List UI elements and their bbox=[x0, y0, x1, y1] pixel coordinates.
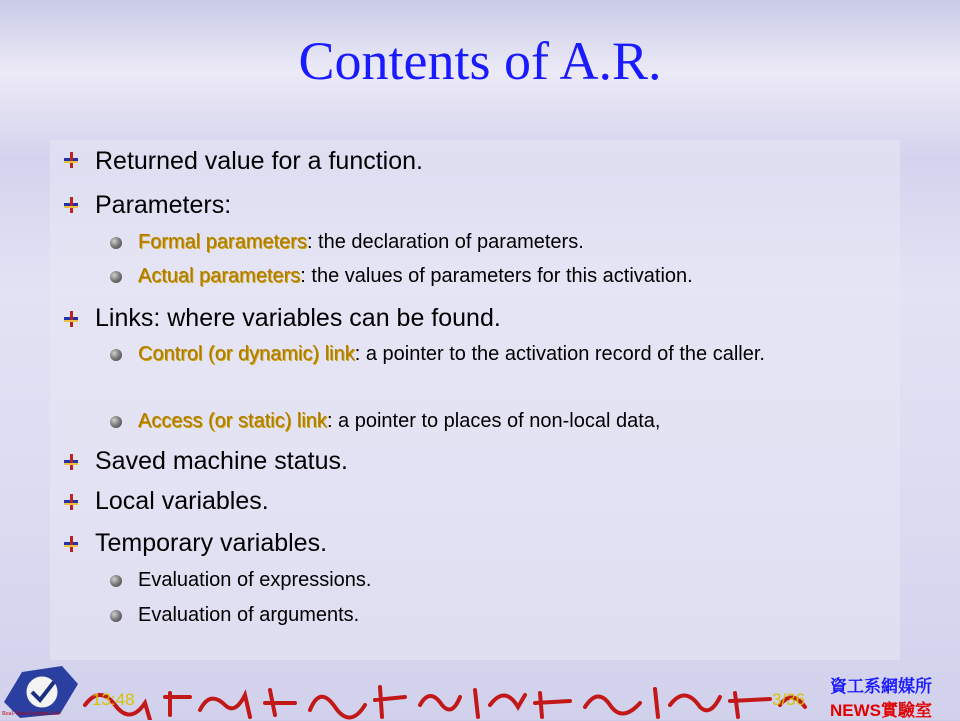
desc-access-link: : a pointer to places of non-local data, bbox=[326, 410, 661, 432]
footer-department: 資工系網媒所 bbox=[830, 677, 932, 696]
desc-control-link: : a pointer to the activation record of the caller. bbox=[354, 343, 765, 365]
sub-bullet-evaluation-arguments: Evaluation of arguments. bbox=[138, 604, 360, 626]
footer-lab-name: NEWS實驗室 bbox=[830, 701, 932, 720]
dot-bullet-icon bbox=[110, 349, 122, 361]
arrow-bullet-icon bbox=[64, 152, 78, 168]
bullet-links: Links: where variables can be found. bbox=[95, 304, 501, 332]
handwriting-decoration bbox=[80, 675, 820, 720]
logo-caption: Real-Time Systems Lab bbox=[2, 711, 60, 717]
sub-bullet-actual-parameters bbox=[138, 264, 693, 289]
dot-bullet-icon bbox=[110, 271, 122, 283]
desc-formal-parameters: : the declaration of parameters. bbox=[306, 231, 584, 253]
term-formal-parameters: Formal parameters bbox=[138, 231, 307, 253]
dot-bullet-icon bbox=[110, 237, 122, 249]
sub-bullet-control-link bbox=[138, 342, 858, 367]
bullet-parameters: Parameters: bbox=[95, 191, 232, 219]
bullet-local-variables: Local variables. bbox=[95, 487, 269, 515]
term-actual-parameters: Actual parameters bbox=[138, 265, 301, 287]
dot-bullet-icon bbox=[110, 610, 122, 622]
desc-actual-parameters: : the values of parameters for this activation. bbox=[300, 265, 693, 287]
arrow-bullet-icon bbox=[64, 311, 78, 327]
bullet-saved-machine-status: Saved machine status. bbox=[95, 447, 348, 475]
bullet-temporary-variables: Temporary variables. bbox=[95, 529, 328, 557]
term-access-link: Access (or static) link bbox=[138, 410, 327, 432]
arrow-bullet-icon bbox=[64, 494, 78, 510]
sub-bullet-access-link bbox=[138, 409, 660, 434]
sub-bullet-formal-parameters bbox=[138, 230, 584, 255]
arrow-bullet-icon bbox=[64, 197, 78, 213]
arrow-bullet-icon bbox=[64, 536, 78, 552]
arrow-bullet-icon bbox=[64, 454, 78, 470]
footer-page-number: 3/36 bbox=[772, 690, 806, 709]
bullet-returned-value: Returned value for a function. bbox=[95, 147, 423, 175]
term-control-link: Control (or dynamic) link bbox=[138, 343, 355, 365]
sub-bullet-evaluation-expressions: Evaluation of expressions. bbox=[138, 569, 372, 591]
dot-bullet-icon bbox=[110, 575, 122, 587]
footer-time: 13:48 bbox=[92, 690, 135, 709]
slide-title: Contents of A.R. bbox=[298, 31, 662, 91]
dot-bullet-icon bbox=[110, 416, 122, 428]
